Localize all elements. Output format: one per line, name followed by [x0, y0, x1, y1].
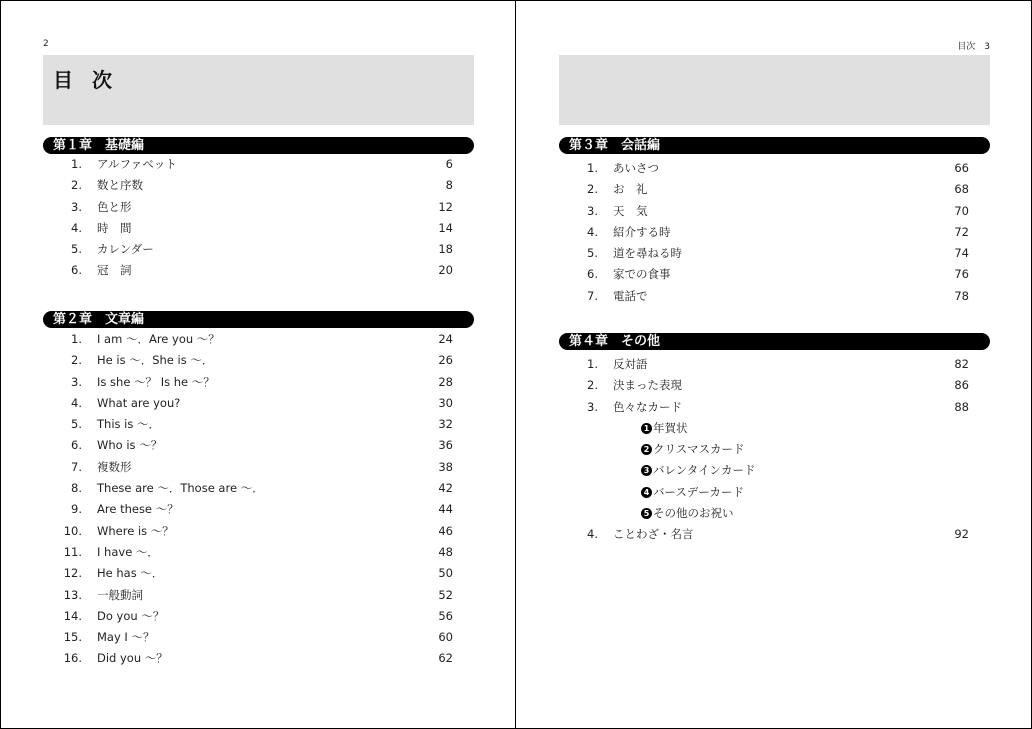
- entry-number: 4.: [587, 527, 598, 542]
- toc-entry[interactable]: [559, 158, 990, 179]
- toc-entry[interactable]: [43, 329, 474, 350]
- entry-page: 86: [954, 378, 969, 393]
- entry-page: 74: [954, 246, 969, 261]
- subentry-title: その他のお祝い: [653, 506, 734, 521]
- entry-number: 2.: [587, 182, 598, 197]
- entry-title: I have ～．: [97, 544, 159, 559]
- toc-entry[interactable]: [43, 585, 474, 606]
- entry-page: 92: [954, 527, 969, 542]
- toc-subentry[interactable]: [559, 418, 990, 439]
- circled-number-icon: 1: [641, 423, 652, 434]
- chapter-heading-4: 第４章 その他: [559, 333, 990, 350]
- entry-number: 1.: [587, 161, 598, 175]
- entry-number: 11.: [63, 544, 82, 559]
- toc-entry[interactable]: [43, 627, 474, 648]
- chapter-heading-2: 第２章 文章編: [43, 311, 474, 328]
- subentry-title: クリスマスカード: [653, 442, 745, 457]
- entry-page: 52: [438, 587, 453, 602]
- toc-entry[interactable]: [43, 393, 474, 414]
- entry-page: 76: [954, 267, 969, 282]
- chapter-heading-3: 第３章 会話編: [559, 137, 990, 154]
- toc-entry[interactable]: [559, 201, 990, 222]
- toc-entry[interactable]: [559, 222, 990, 243]
- entry-number: 1.: [71, 332, 82, 346]
- entry-number: 6.: [587, 267, 598, 282]
- toc-entry[interactable]: [43, 457, 474, 478]
- toc-entry[interactable]: [43, 154, 474, 175]
- entry-number: 13.: [63, 587, 82, 602]
- entry-page: 30: [438, 395, 453, 410]
- toc-entry[interactable]: [43, 239, 474, 260]
- toc-entry[interactable]: [43, 499, 474, 520]
- entry-title: May I ～？: [97, 630, 155, 645]
- entry-number: 2.: [71, 353, 82, 368]
- entry-page: 70: [954, 203, 969, 218]
- entry-page: 6: [445, 157, 453, 171]
- entry-number: 2.: [71, 178, 82, 193]
- entry-number: 14.: [63, 608, 82, 623]
- entry-number: 4.: [71, 220, 82, 235]
- entry-title: ことわざ・名言: [613, 527, 694, 542]
- entry-title: Did you ～？: [97, 651, 168, 666]
- toc-entry[interactable]: [43, 606, 474, 627]
- entry-page: 28: [438, 374, 453, 389]
- entry-number: 3.: [587, 203, 598, 218]
- entry-title: 紹介する時: [613, 224, 671, 239]
- toc-entry[interactable]: [43, 478, 474, 499]
- toc-entry[interactable]: [43, 414, 474, 435]
- entry-title: 時 間: [97, 220, 132, 235]
- entry-page: 36: [438, 438, 453, 453]
- entry-page: 14: [438, 220, 453, 235]
- entry-title: Is she ～？ Is he ～？: [97, 374, 215, 389]
- toc-entry[interactable]: [559, 375, 990, 396]
- entry-page: 20: [438, 263, 453, 278]
- entry-title: 冠 詞: [97, 263, 132, 278]
- entry-page: 12: [438, 199, 453, 214]
- entry-number: 5.: [587, 246, 598, 261]
- entry-page: 82: [954, 357, 969, 371]
- left-page: [1, 1, 516, 728]
- toc-entry[interactable]: [43, 175, 474, 196]
- entry-page: 56: [438, 608, 453, 623]
- entry-title: カレンダー: [97, 242, 154, 257]
- toc-subentry[interactable]: [559, 439, 990, 460]
- entry-number: 7.: [587, 288, 598, 303]
- entry-title: Do you ～？: [97, 608, 165, 623]
- entry-number: 6.: [71, 438, 82, 453]
- entry-title: Where is ～？: [97, 523, 174, 538]
- chapter-heading-1: 第１章 基礎編: [43, 137, 474, 154]
- circled-number-icon: 3: [641, 465, 652, 476]
- entry-page: 48: [438, 544, 453, 559]
- toc-entry[interactable]: [43, 260, 474, 281]
- entry-title: 道を尋ねる時: [613, 246, 682, 261]
- toc-entry[interactable]: [43, 350, 474, 371]
- subentry-title: バースデーカード: [653, 484, 744, 499]
- toc-entry[interactable]: [43, 648, 474, 669]
- entry-number: 8.: [71, 481, 82, 496]
- entry-number: 15.: [63, 630, 82, 645]
- subentry-title: 年賀状: [653, 420, 688, 435]
- chapter-4-items: [559, 354, 990, 546]
- title-box: [559, 55, 990, 125]
- toc-entry[interactable]: [43, 218, 474, 239]
- toc-entry[interactable]: [559, 179, 990, 200]
- entry-page: 38: [438, 459, 453, 474]
- right-page: [517, 1, 1032, 728]
- entry-title: 電話で: [613, 288, 648, 303]
- entry-number: 9.: [71, 502, 82, 517]
- entry-page: 42: [438, 481, 453, 496]
- entry-title: He is ～．She is ～．: [97, 353, 214, 368]
- entry-number: 1.: [71, 157, 82, 171]
- entry-number: 2.: [587, 378, 598, 393]
- entry-page: 78: [954, 288, 969, 303]
- entry-page: 8: [445, 178, 453, 193]
- entry-page: 88: [954, 399, 969, 414]
- entry-page: 18: [438, 242, 453, 257]
- entry-title: お 礼: [613, 182, 648, 197]
- entry-number: 12.: [63, 566, 82, 581]
- entry-title: 数と序数: [97, 178, 143, 193]
- toc-entry[interactable]: [43, 542, 474, 563]
- title-box: [43, 55, 474, 125]
- toc-entry[interactable]: [559, 264, 990, 285]
- entry-title: These are ～．Those are ～．: [97, 481, 264, 496]
- entry-title: 家での食事: [613, 267, 671, 282]
- page-number: 2: [43, 39, 49, 49]
- entry-number: 4.: [71, 395, 82, 410]
- circled-number-icon: 5: [641, 508, 652, 519]
- entry-title: This is ～．: [97, 417, 160, 432]
- entry-number: 3.: [71, 199, 82, 214]
- entry-page: 68: [954, 182, 969, 197]
- toc-entry[interactable]: [559, 524, 990, 545]
- entry-title: あいさつ: [613, 161, 659, 175]
- entry-title: 天 気: [613, 203, 648, 218]
- entry-page: 46: [438, 523, 453, 538]
- entry-page: 32: [438, 417, 453, 432]
- toc-entry[interactable]: [43, 372, 474, 393]
- entry-title: 複数形: [97, 459, 132, 474]
- entry-title: Who is ～？: [97, 438, 163, 453]
- entry-title: He has ～．: [97, 566, 164, 581]
- entry-number: 5.: [71, 242, 82, 257]
- entry-page: 72: [954, 224, 969, 239]
- entry-page: 50: [438, 566, 453, 581]
- entry-title: What are you?: [97, 395, 181, 410]
- entry-title: 決まった表現: [613, 378, 682, 393]
- entry-title: Are these ～？: [97, 502, 179, 517]
- toc-entry[interactable]: [559, 243, 990, 264]
- entry-page: 66: [954, 161, 969, 175]
- entry-number: 3.: [587, 399, 598, 414]
- toc-subentry[interactable]: [559, 503, 990, 524]
- toc-entry[interactable]: [559, 397, 990, 418]
- toc-entry[interactable]: [43, 521, 474, 542]
- entry-title: 反対語: [613, 357, 648, 371]
- entry-number: 5.: [71, 417, 82, 432]
- toc-entry[interactable]: [559, 286, 990, 307]
- entry-number: 6.: [71, 263, 82, 278]
- chapter-3-items: [559, 158, 990, 307]
- circled-number-icon: 4: [641, 487, 652, 498]
- entry-title: 色々なカード: [613, 399, 682, 414]
- entry-title: アルファベット: [97, 157, 177, 171]
- entry-page: 24: [438, 332, 453, 346]
- page-number: 目次 3: [957, 42, 990, 52]
- entry-number: 10.: [63, 523, 82, 538]
- entry-number: 3.: [71, 374, 82, 389]
- toc-subentry[interactable]: [559, 482, 990, 503]
- toc-entry[interactable]: [559, 354, 990, 375]
- entry-number: 1.: [587, 357, 598, 371]
- entry-page: 62: [438, 651, 453, 666]
- toc-entry[interactable]: [43, 435, 474, 456]
- toc-subentry[interactable]: [559, 460, 990, 481]
- toc-entry[interactable]: [43, 563, 474, 584]
- entry-number: 4.: [587, 224, 598, 239]
- entry-title: 一般動詞: [97, 587, 143, 602]
- entry-title: 色と形: [97, 199, 132, 214]
- entry-page: 26: [438, 353, 453, 368]
- entry-number: 7.: [71, 459, 82, 474]
- entry-title: I am ～．Are you ～？: [97, 332, 220, 346]
- toc-entry[interactable]: [43, 197, 474, 218]
- page-title: 目 次: [53, 68, 118, 92]
- chapter-2-items: [43, 329, 474, 670]
- entry-number: 16.: [63, 651, 82, 666]
- chapter-1-items: [43, 154, 474, 282]
- entry-page: 60: [438, 630, 453, 645]
- entry-page: 44: [438, 502, 453, 517]
- subentry-title: バレンタインカード: [653, 463, 756, 478]
- circled-number-icon: 2: [641, 444, 652, 455]
